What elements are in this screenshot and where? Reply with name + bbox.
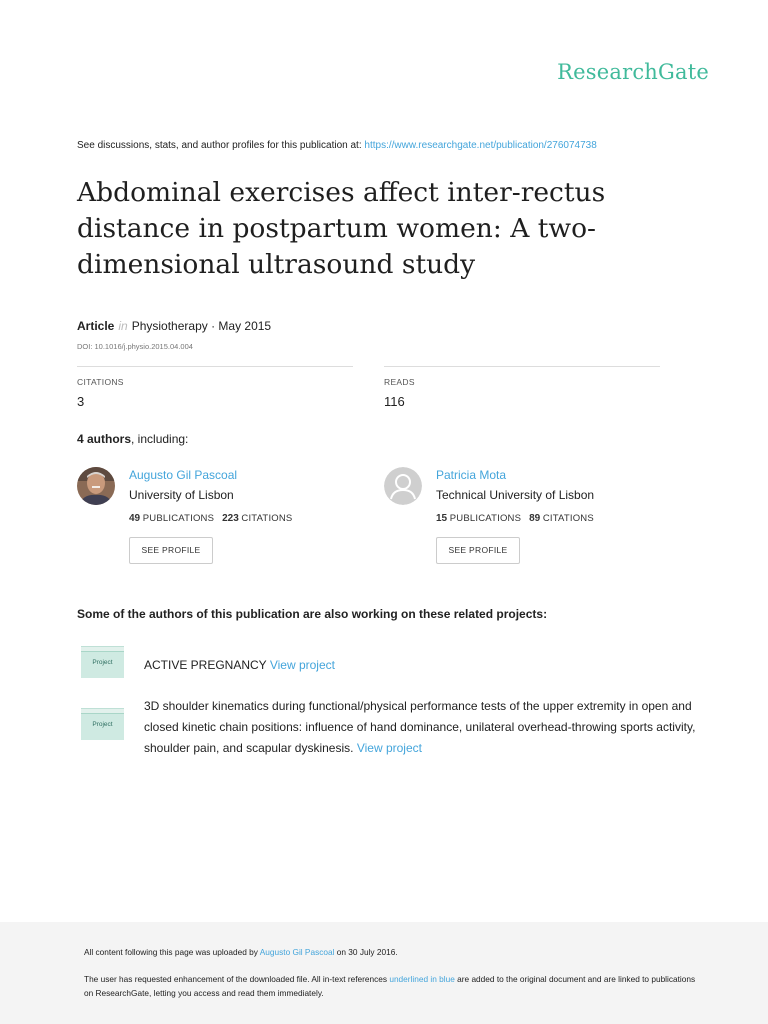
notice-prefix: The user has requested enhancement of the downloaded file. All in-text references — [84, 974, 390, 984]
uploader-link[interactable]: Augusto Gil Pascoal — [259, 947, 335, 957]
publication-title: Abdominal exercises affect inter-rectus distance in postpartum women: A two-dimensional ultrasound study — [77, 177, 606, 280]
publication-meta — [77, 319, 271, 333]
author-avatar-photo[interactable] — [77, 467, 115, 505]
underlined-in-blue-text: underlined in blue — [389, 974, 455, 984]
authors-count — [77, 432, 188, 446]
author-avatar-placeholder[interactable] — [384, 467, 422, 505]
author-institution-1: University of Lisbon — [129, 488, 234, 502]
author-citations-count-2: 89 — [529, 513, 541, 524]
citations-divider — [77, 366, 353, 367]
project-folder-icon[interactable] — [81, 708, 124, 741]
publication-url-link[interactable]: https://www.researchgate.net/publication/276074738 — [364, 140, 597, 151]
upload-info — [84, 947, 398, 957]
author-name-2[interactable]: Patricia Mota — [436, 468, 507, 482]
reads-label: READS — [384, 377, 415, 387]
upload-prefix: All content following this page was uploaded by — [84, 947, 260, 957]
project-icon-label: Project — [92, 721, 113, 728]
view-project-link-2[interactable]: View project — [356, 741, 422, 755]
related-projects-heading: Some of the authors of this publication are also working on these related projects: — [77, 607, 548, 621]
researchgate-logo[interactable]: ResearchGate — [557, 60, 709, 84]
author-card-2 — [384, 467, 684, 567]
enhancement-notice — [84, 972, 704, 1000]
authors-count-number: 4 authors — [77, 432, 132, 446]
discussion-text: See discussions, stats, and author profiles for this publication at: — [77, 140, 365, 151]
project-item-2 — [144, 696, 704, 759]
see-profile-button-2[interactable]: SEE PROFILE — [436, 537, 520, 564]
author-name-1[interactable]: Augusto Gil Pascoal — [129, 468, 238, 482]
download-footer — [0, 922, 768, 1024]
reads-value: 116 — [384, 394, 405, 409]
reads-divider — [384, 366, 660, 367]
citations-label: CITATIONS — [77, 377, 124, 387]
user-placeholder-icon — [384, 467, 422, 505]
authors-count-suffix: , including: — [131, 432, 189, 446]
author-publications-count-1: 49 — [129, 513, 141, 524]
journal-date: Physiotherapy · May 2015 — [131, 319, 272, 333]
author-citations-count-1: 223 — [222, 513, 239, 524]
publication-type: Article — [77, 319, 115, 333]
author-publications-count-2: 15 — [436, 513, 448, 524]
author-publications-label-2: PUBLICATIONS — [449, 513, 522, 524]
project-title-2: 3D shoulder kinematics during functional/physical performance tests of the upper extremity in open and closed kinetic chain positions: influence of hand dominance, unilateral overhead-throwing sports activity, shoulder pain, and scapular dyskinesis. — [144, 699, 696, 755]
see-profile-button-1[interactable]: SEE PROFILE — [129, 537, 213, 564]
citations-value: 3 — [77, 394, 85, 409]
project-folder-icon[interactable] — [81, 646, 124, 679]
author-card-1 — [77, 467, 377, 567]
author-institution-2: Technical University of Lisbon — [436, 488, 595, 502]
upload-suffix: on 30 July 2016. — [334, 947, 398, 957]
discussion-line — [77, 140, 597, 151]
in-label: in — [118, 319, 128, 333]
view-project-link-1[interactable]: View project — [269, 658, 335, 672]
author-publications-label-1: PUBLICATIONS — [142, 513, 215, 524]
author-citations-label-2: CITATIONS — [542, 513, 594, 524]
project-item-1 — [144, 655, 704, 676]
author-citations-label-1: CITATIONS — [241, 513, 293, 524]
avatar-photo-icon — [77, 467, 115, 505]
publication-doi: DOI: 10.1016/j.physio.2015.04.004 — [77, 342, 193, 351]
author-counts-1 — [129, 513, 292, 524]
project-title-1: ACTIVE PREGNANCY — [144, 658, 267, 672]
author-counts-2 — [436, 513, 594, 524]
notice-suffix: are added to the original document and are linked to publications on ResearchGate, letting you access and read them immediately. — [84, 974, 696, 998]
project-icon-label: Project — [92, 659, 113, 666]
